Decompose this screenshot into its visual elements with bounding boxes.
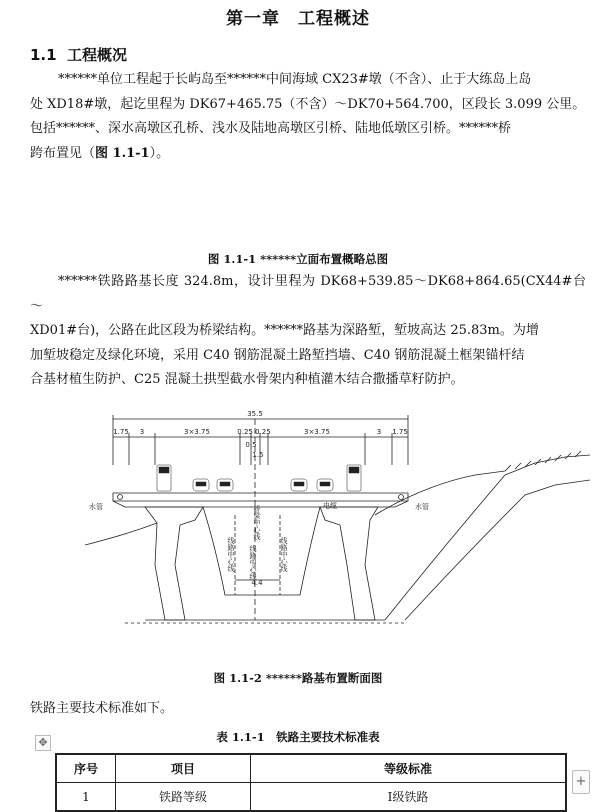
paragraph-line: 合基材植生防护、C25 混凝土拱型截水骨架内种植灌木结合撒播草籽防护。 xyxy=(30,372,464,387)
dimension-label: 3 xyxy=(139,428,145,436)
dimension-label: 1.75 xyxy=(392,428,408,436)
paragraph-line: 包括******、深水高墩区孔桥、浅水及陆地高墩区引桥、陆地低墩区引桥。******桥 xyxy=(30,121,512,136)
table-header-row xyxy=(56,754,566,783)
dimension-label: 3 xyxy=(376,428,382,436)
chapter-title: 第一章 工程概述 xyxy=(226,9,370,29)
intro-line: 铁路主要技术标准如下。 xyxy=(30,701,174,716)
figure-caption: 图 1.1-1 ******立面布置概略总图 xyxy=(207,252,389,266)
track-centerline-label: 线路中心线 xyxy=(227,537,235,572)
track-centerline-label: 线路中心线 xyxy=(249,545,257,580)
dimension-total: 35.5 xyxy=(247,410,263,418)
paragraph-line: ******单位工程起于长屿岛至******中间海域 CX23#墩（不含）、止于大练岛上岛 xyxy=(58,72,532,87)
dimension-label: 1.75 xyxy=(113,428,129,436)
dimension-label: 1.5 xyxy=(252,451,264,459)
paragraph-line: 跨布置见（ xyxy=(30,145,96,161)
table-caption: 表 1.1-1 铁路主要技术标准表 xyxy=(216,730,380,744)
table-cell: Ⅰ级铁路 xyxy=(251,783,567,812)
table-header-cell: 项目 xyxy=(116,754,251,783)
figure-reference: 图 1.1-1 xyxy=(95,145,150,161)
table-move-handle-icon[interactable]: ✥ xyxy=(35,735,51,751)
section-title: 工程概况 xyxy=(67,46,128,64)
bridge-deck xyxy=(113,493,408,501)
section-heading xyxy=(30,44,127,65)
table-header-cell: 等级标准 xyxy=(251,754,567,783)
track-gap-label: 4.4 xyxy=(251,579,263,587)
paragraph-subgrade xyxy=(30,270,586,393)
track-centerline-label: 线路中心线 xyxy=(280,537,288,572)
paragraph-line: XD01#台)，公路在此区段为桥梁结构。******路基为深路堑，堑坡高达 25.83m。为增 xyxy=(30,323,539,338)
dimension-label: 3×3.75 xyxy=(184,428,210,436)
pipe-label: 水管 xyxy=(89,503,103,511)
table-header-cell: 序号 xyxy=(56,754,116,783)
paragraph-line: 加堑坡稳定及绿化环境，采用 C40 钢筋混凝土路堑挡墙、C40 钢筋混凝土框架锚杆结 xyxy=(30,347,525,363)
right-pier xyxy=(320,507,378,620)
dimension-label: 0.25 0.25 xyxy=(237,428,271,436)
pipe-label: 水管 xyxy=(415,503,429,511)
right-pipe-icon xyxy=(399,495,404,500)
paragraph-line: ******铁路路基长度 324.8m，设计里程为 DK68+539.85～DK68+864.65(CX44#台～ xyxy=(30,274,586,314)
paragraph-project-overview xyxy=(30,68,586,166)
figure-caption: 图 1.1-2 ******路基布置断面图 xyxy=(213,671,383,685)
table-cell: 铁路等级 xyxy=(116,783,251,812)
tech-standard-table xyxy=(55,753,567,812)
section-number: 1.1 xyxy=(30,46,57,64)
cross-section-diagram xyxy=(85,405,590,655)
dimension-label: 0.5 xyxy=(245,441,257,449)
cable-label: 电缆 xyxy=(323,502,337,510)
paragraph-line: ）。 xyxy=(149,145,170,161)
paragraph-line: 处 XD18#墩，起讫里程为 DK67+465.75（不含）～DK70+564.700，区段长 3.099 公里。 xyxy=(30,96,586,112)
table-add-row-button[interactable]: + xyxy=(572,770,590,794)
left-pipe-icon xyxy=(118,495,123,500)
dimension-label: 3×3.75 xyxy=(304,428,330,436)
table-cell: 1 xyxy=(56,783,116,812)
bridge-centerline-label: 桥梁中心线 xyxy=(253,505,261,540)
table-row xyxy=(56,783,566,812)
